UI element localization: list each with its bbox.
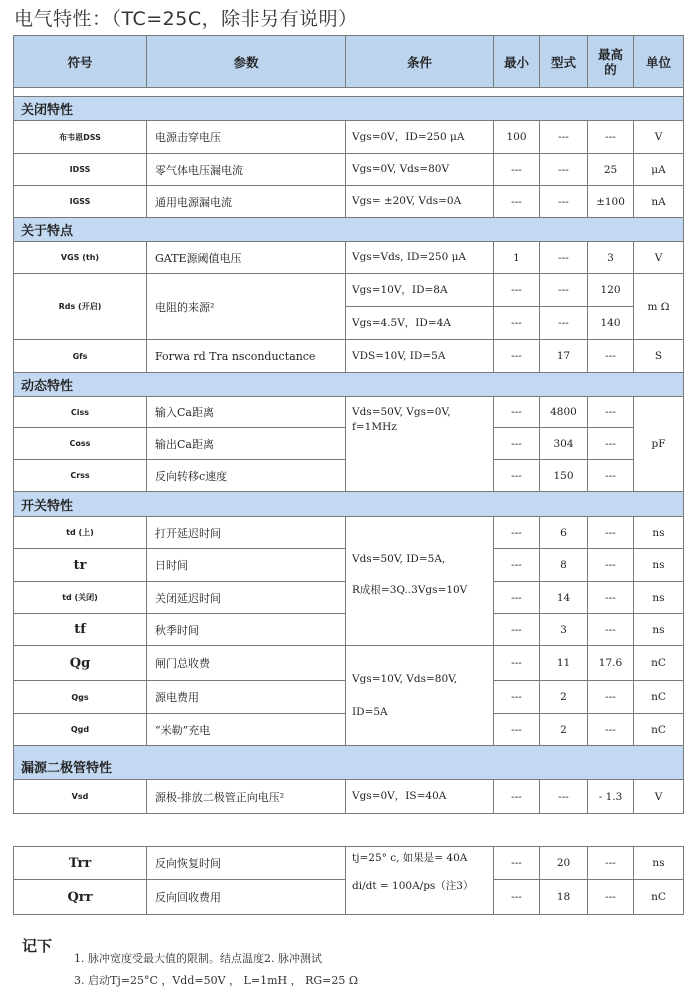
- param-cell: 源极-排放二极管正向电压²: [147, 780, 346, 814]
- cond-cell: Vds=50V, Vgs=0V, f=1MHz: [346, 397, 494, 492]
- symbol-cell: td (关闭): [14, 582, 147, 614]
- max-cell: ---: [588, 880, 634, 915]
- param-cell: 零气体电压漏电流: [147, 154, 346, 186]
- typ-cell: ---: [540, 274, 588, 307]
- min-cell: ---: [494, 460, 540, 492]
- unit-cell: μA: [634, 154, 684, 186]
- min-cell: ---: [494, 154, 540, 186]
- unit-cell: V: [634, 121, 684, 154]
- symbol-cell: Crss: [14, 460, 147, 492]
- cond-line: Vds=50V, ID=5A,: [352, 553, 446, 565]
- max-cell: ---: [588, 847, 634, 880]
- unit-cell: ns: [634, 549, 684, 582]
- max-cell: ---: [588, 614, 634, 646]
- cond-line: di/dt = 100A/ps（注3）: [352, 880, 474, 892]
- symbol-cell: Trr: [14, 847, 147, 880]
- typ-cell: ---: [540, 186, 588, 218]
- min-cell: ---: [494, 582, 540, 614]
- note-line-2: 3. 启动Tj=25°C ，Vdd=50V ， L=1mH ， RG=25 Ω: [74, 974, 358, 987]
- typ-cell: 150: [540, 460, 588, 492]
- header-typ: 型式: [540, 36, 588, 88]
- symbol-cell: Coss: [14, 428, 147, 460]
- max-cell: ---: [588, 582, 634, 614]
- cond-cell: Vgs=0V，IS=40A: [346, 780, 494, 814]
- param-cell: “米勒”充电: [147, 714, 346, 746]
- param-cell: 通用电源漏电流: [147, 186, 346, 218]
- header-unit: 单位: [634, 36, 684, 88]
- cond-cell: Vgs=0V，ID=250 μA: [346, 121, 494, 154]
- unit-cell: ns: [634, 847, 684, 880]
- min-cell: ---: [494, 880, 540, 915]
- min-cell: ---: [494, 186, 540, 218]
- section-dynamic: 动态特性: [14, 373, 684, 397]
- unit-cell: ns: [634, 517, 684, 549]
- symbol-cell: IGSS: [14, 186, 147, 218]
- max-cell: 3: [588, 242, 634, 274]
- cond-line: Vgs=10V, Vds=80V,: [352, 672, 458, 685]
- min-cell: 1: [494, 242, 540, 274]
- max-cell: ---: [588, 549, 634, 582]
- header-min: 最小: [494, 36, 540, 88]
- unit-cell: nA: [634, 186, 684, 218]
- param-cell: 输出Ca距离: [147, 428, 346, 460]
- param-cell: 关闭延迟时间: [147, 582, 346, 614]
- min-cell: ---: [494, 847, 540, 880]
- symbol-cell: tr: [14, 549, 147, 582]
- min-cell: ---: [494, 428, 540, 460]
- table-row: [14, 517, 684, 549]
- min-cell: ---: [494, 646, 540, 681]
- symbol-cell: Ciss: [14, 397, 147, 428]
- cond-line: ID=5A: [352, 705, 388, 718]
- unit-cell: nC: [634, 714, 684, 746]
- unit-cell: S: [634, 340, 684, 373]
- typ-cell: ---: [540, 307, 588, 340]
- param-cell: GATE源阈值电压: [147, 242, 346, 274]
- unit-cell: V: [634, 242, 684, 274]
- section-diode: 漏源二极管特性: [14, 746, 684, 780]
- max-cell: ---: [588, 460, 634, 492]
- max-cell: ---: [588, 517, 634, 549]
- typ-cell: 18: [540, 880, 588, 915]
- typ-cell: 2: [540, 714, 588, 746]
- min-cell: ---: [494, 681, 540, 714]
- param-cell: 日时间: [147, 549, 346, 582]
- symbol-cell: Rds (开启): [14, 274, 147, 340]
- cond-line: R成根=3Q..3Vgs=10V: [352, 584, 468, 596]
- typ-cell: 8: [540, 549, 588, 582]
- min-cell: 100: [494, 121, 540, 154]
- table-row: [14, 646, 684, 681]
- main-spec-table: [13, 35, 684, 814]
- param-cell: 电源击穿电压: [147, 121, 346, 154]
- max-cell: 25: [588, 154, 634, 186]
- header-row: [14, 36, 684, 88]
- typ-cell: 4800: [540, 397, 588, 428]
- section-off: 关闭特性: [14, 97, 684, 121]
- min-cell: ---: [494, 274, 540, 307]
- max-cell: ±100: [588, 186, 634, 218]
- typ-cell: 304: [540, 428, 588, 460]
- symbol-cell: tf: [14, 614, 147, 646]
- symbol-cell: td (上): [14, 517, 147, 549]
- param-cell: 反向回收费用: [147, 880, 346, 915]
- table-row: [14, 121, 684, 154]
- cond-cell: Vgs=0V, Vds=80V: [346, 154, 494, 186]
- cond-cell: Vgs=4.5V，ID=4A: [346, 307, 494, 340]
- typ-cell: 20: [540, 847, 588, 880]
- param-cell: 闸门总收费: [147, 646, 346, 681]
- typ-cell: 11: [540, 646, 588, 681]
- max-cell: ---: [588, 340, 634, 373]
- symbol-cell: Gfs: [14, 340, 147, 373]
- typ-cell: 6: [540, 517, 588, 549]
- symbol-cell: Vsd: [14, 780, 147, 814]
- unit-cell: m Ω: [634, 274, 684, 340]
- min-cell: ---: [494, 340, 540, 373]
- header-param: 参数: [147, 36, 346, 88]
- param-cell: Forwa rd Tra nsconductance: [147, 340, 346, 373]
- notes-title: 记下: [22, 937, 53, 955]
- cond-cell: [346, 847, 494, 915]
- cond-cell: [346, 517, 494, 646]
- header-max: 最高的: [588, 36, 634, 88]
- section-on: 关于特点: [14, 218, 684, 242]
- param-cell: 电阻的来源²: [147, 274, 346, 340]
- symbol-cell: 布韦恩DSS: [14, 121, 147, 154]
- max-cell: 120: [588, 274, 634, 307]
- typ-cell: ---: [540, 121, 588, 154]
- param-cell: 源电费用: [147, 681, 346, 714]
- param-cell: 反向转移c速度: [147, 460, 346, 492]
- typ-cell: 17: [540, 340, 588, 373]
- max-cell: ---: [588, 397, 634, 428]
- param-cell: 输入Ca距离: [147, 397, 346, 428]
- max-cell: - 1.3: [588, 780, 634, 814]
- page-title: 电气特性：（TC=25C，除非另有说明）: [14, 8, 358, 30]
- min-cell: ---: [494, 714, 540, 746]
- max-cell: ---: [588, 714, 634, 746]
- unit-cell: ns: [634, 582, 684, 614]
- max-cell: ---: [588, 428, 634, 460]
- max-cell: ---: [588, 121, 634, 154]
- symbol-cell: Qgd: [14, 714, 147, 746]
- table-row: [14, 186, 684, 218]
- max-cell: ---: [588, 681, 634, 714]
- section-switching: 开关特性: [14, 492, 684, 517]
- min-cell: ---: [494, 549, 540, 582]
- max-cell: 17.6: [588, 646, 634, 681]
- typ-cell: 2: [540, 681, 588, 714]
- note-line-1: 1. 脉冲宽度受最大值的限制。结点温度2. 脉冲测试: [74, 952, 322, 965]
- cond-cell: Vgs=10V，ID=8A: [346, 274, 494, 307]
- symbol-cell: IDSS: [14, 154, 147, 186]
- typ-cell: 14: [540, 582, 588, 614]
- unit-cell: pF: [634, 397, 684, 492]
- param-cell: 秋季时间: [147, 614, 346, 646]
- cond-cell: [346, 646, 494, 746]
- table-row: [14, 780, 684, 814]
- param-cell: 打开延迟时间: [147, 517, 346, 549]
- table-row: [14, 397, 684, 428]
- cond-line: tj=25° c, 如果是= 40A: [352, 852, 468, 864]
- symbol-cell: VGS (th): [14, 242, 147, 274]
- typ-cell: 3: [540, 614, 588, 646]
- recovery-table: [13, 846, 684, 915]
- min-cell: ---: [494, 397, 540, 428]
- min-cell: ---: [494, 517, 540, 549]
- symbol-cell: Qrr: [14, 880, 147, 915]
- cond-cell: Vgs=Vds, ID=250 μA: [346, 242, 494, 274]
- header-symbol: 符号: [14, 36, 147, 88]
- table-row: [14, 274, 684, 307]
- max-cell: 140: [588, 307, 634, 340]
- symbol-cell: Qg: [14, 646, 147, 681]
- min-cell: ---: [494, 307, 540, 340]
- table-row: [14, 847, 684, 880]
- cond-cell: Vgs= ±20V, Vds=0A: [346, 186, 494, 218]
- typ-cell: ---: [540, 780, 588, 814]
- unit-cell: nC: [634, 681, 684, 714]
- min-cell: ---: [494, 614, 540, 646]
- cond-cell: VDS=10V, ID=5A: [346, 340, 494, 373]
- typ-cell: ---: [540, 154, 588, 186]
- unit-cell: nC: [634, 880, 684, 915]
- param-cell: 反向恢复时间: [147, 847, 346, 880]
- symbol-cell: Qgs: [14, 681, 147, 714]
- header-cond: 条件: [346, 36, 494, 88]
- unit-cell: V: [634, 780, 684, 814]
- table-row: [14, 154, 684, 186]
- table-row: [14, 340, 684, 373]
- table-row: [14, 242, 684, 274]
- typ-cell: ---: [540, 242, 588, 274]
- min-cell: ---: [494, 780, 540, 814]
- unit-cell: ns: [634, 614, 684, 646]
- unit-cell: nC: [634, 646, 684, 681]
